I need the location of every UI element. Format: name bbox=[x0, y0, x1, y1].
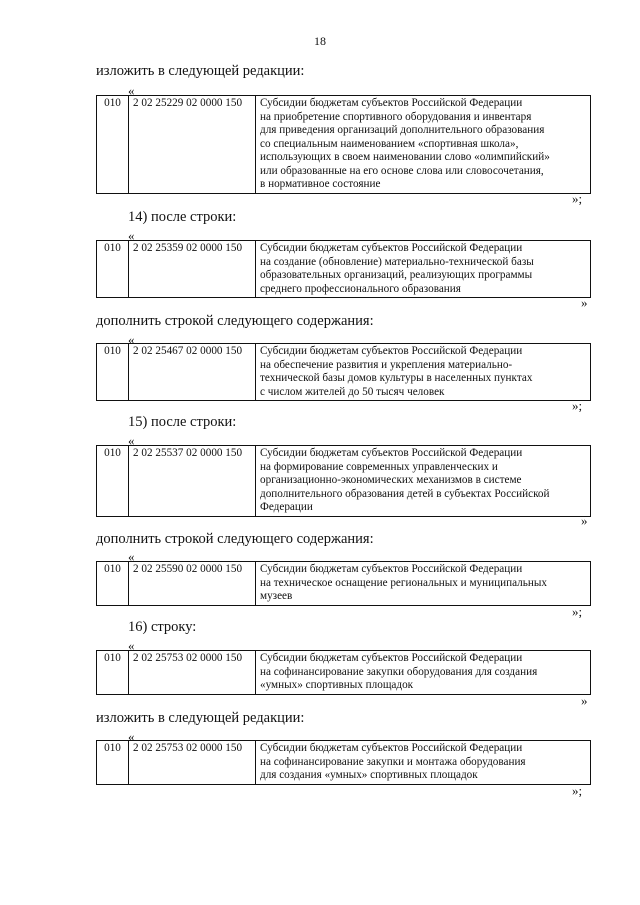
paragraph-intro: дополнить строкой следующего содержания: bbox=[96, 531, 374, 547]
paragraph-intro: изложить в следующей редакции: bbox=[96, 63, 305, 79]
description-line: использующих в своем наименовании слово «олимпийский» bbox=[260, 151, 550, 163]
description-line: со специальным наименованием «спортивная школа», bbox=[260, 137, 519, 150]
close-quote: »; bbox=[572, 783, 583, 798]
description-line: Субсидии бюджетам субъектов Российской Федерации bbox=[260, 345, 523, 357]
close-quote: »; bbox=[572, 398, 583, 413]
table-row bbox=[96, 740, 591, 785]
description-line: «умных» спортивных площадок bbox=[260, 679, 414, 691]
close-quote: » bbox=[581, 693, 588, 708]
table-row bbox=[96, 240, 591, 298]
paragraph-intro: 15) после строки: bbox=[128, 414, 237, 430]
row-kbk: 2 02 25359 02 0000 150 bbox=[129, 241, 256, 298]
description-line: с числом жителей до 50 тысяч человек bbox=[260, 385, 445, 398]
row-description bbox=[256, 241, 591, 298]
close-quote: »; bbox=[572, 191, 583, 206]
description-line: на обеспечение развития и укрепления материально- bbox=[260, 358, 513, 371]
description-line: на приобретение спортивного оборудования и инвентаря bbox=[260, 110, 532, 123]
description-line: Федерации bbox=[260, 501, 313, 513]
open-quote: « bbox=[128, 332, 135, 347]
row-code: 010 bbox=[97, 741, 129, 785]
open-quote: « bbox=[128, 433, 135, 448]
row-kbk: 2 02 25467 02 0000 150 bbox=[129, 344, 256, 401]
open-quote: « bbox=[128, 729, 135, 744]
description-line: в нормативное состояние bbox=[260, 178, 381, 190]
paragraph-intro: изложить в следующей редакции: bbox=[96, 710, 305, 726]
description-line: Субсидии бюджетам субъектов Российской Федерации bbox=[260, 563, 523, 575]
description-line: Субсидии бюджетам субъектов Российской Федерации bbox=[260, 242, 523, 254]
row-code: 010 bbox=[97, 446, 129, 517]
description-line: на создание (обновление) материально-технической базы bbox=[260, 255, 534, 268]
row-kbk: 2 02 25753 02 0000 150 bbox=[129, 741, 256, 785]
row-description bbox=[256, 741, 591, 785]
open-quote: « bbox=[128, 549, 135, 564]
description-line: технической базы домов культуры в населенных пунктах bbox=[260, 372, 533, 384]
row-description bbox=[256, 562, 591, 606]
page-number: 18 bbox=[314, 34, 326, 48]
description-line: на софинансирование закупки и монтажа оборудования bbox=[260, 755, 526, 768]
description-line: Субсидии бюджетам субъектов Российской Федерации bbox=[260, 652, 523, 664]
description-line: Субсидии бюджетам субъектов Российской Федерации bbox=[260, 742, 523, 754]
description-line: или образованные на его основе слова или словосочетания, bbox=[260, 164, 544, 177]
paragraph-intro: 16) строку: bbox=[128, 619, 197, 635]
row-code: 010 bbox=[97, 651, 129, 695]
description-line: дополнительного образования детей в субъектах Российской bbox=[260, 487, 550, 500]
row-description bbox=[256, 96, 591, 194]
open-quote: « bbox=[128, 83, 135, 98]
row-code: 010 bbox=[97, 241, 129, 298]
row-kbk: 2 02 25537 02 0000 150 bbox=[129, 446, 256, 517]
row-description bbox=[256, 651, 591, 695]
description-line: на софинансирование закупки оборудования для создания bbox=[260, 665, 538, 678]
row-kbk: 2 02 25229 02 0000 150 bbox=[129, 96, 256, 194]
table-row bbox=[96, 561, 591, 606]
row-kbk: 2 02 25590 02 0000 150 bbox=[129, 562, 256, 606]
open-quote: « bbox=[128, 638, 135, 653]
description-line: Субсидии бюджетам субъектов Российской Федерации bbox=[260, 97, 523, 109]
row-code: 010 bbox=[97, 344, 129, 401]
description-line: на формирование современных управленческих и bbox=[260, 460, 498, 473]
description-line: Субсидии бюджетам субъектов Российской Федерации bbox=[260, 447, 523, 459]
row-kbk: 2 02 25753 02 0000 150 bbox=[129, 651, 256, 695]
description-line: для создания «умных» спортивных площадок bbox=[260, 769, 478, 781]
row-description bbox=[256, 344, 591, 401]
table-row bbox=[96, 445, 591, 517]
row-description bbox=[256, 446, 591, 517]
description-line: образовательных организаций, реализующих программы bbox=[260, 269, 533, 281]
table-row bbox=[96, 650, 591, 695]
close-quote: » bbox=[581, 513, 588, 528]
description-line: организационно-экономических механизмов в системе bbox=[260, 474, 522, 486]
row-code: 010 bbox=[97, 562, 129, 606]
description-line: музеев bbox=[260, 590, 293, 602]
description-line: для приведения организаций дополнительного образования bbox=[260, 124, 545, 136]
row-code: 010 bbox=[97, 96, 129, 194]
table-row bbox=[96, 343, 591, 401]
open-quote: « bbox=[128, 228, 135, 243]
description-line: на техническое оснащение региональных и муниципальных bbox=[260, 576, 547, 589]
table-row bbox=[96, 95, 591, 194]
paragraph-intro: дополнить строкой следующего содержания: bbox=[96, 313, 374, 329]
close-quote: »; bbox=[572, 604, 583, 619]
close-quote: » bbox=[581, 295, 588, 310]
description-line: среднего профессионального образования bbox=[260, 282, 461, 295]
paragraph-intro: 14) после строки: bbox=[128, 209, 237, 225]
